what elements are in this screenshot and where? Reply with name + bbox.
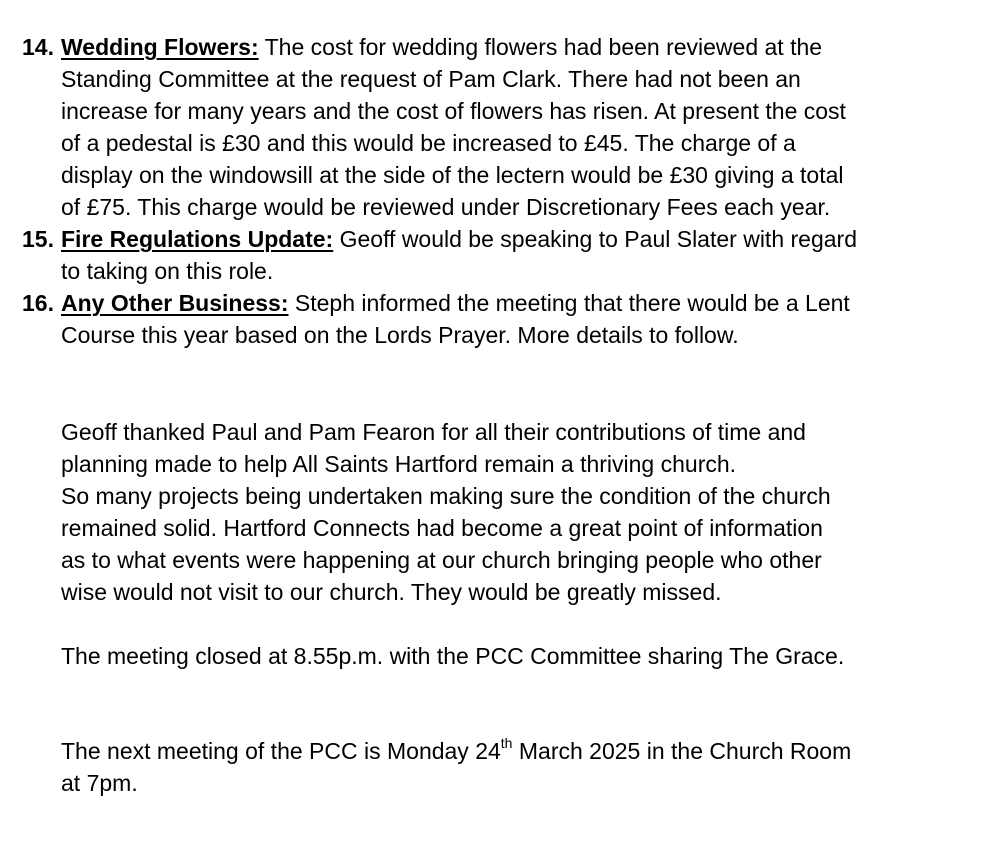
paragraph-line: as to what events were happening at our church bringing people who other [61, 547, 822, 573]
item-heading: Any Other Business: [61, 290, 289, 316]
next-meeting-text: The next meeting of the PCC is Monday 24 [61, 738, 501, 764]
item-line-text: Geoff would be speaking to Paul Slater with regard [339, 226, 857, 252]
paragraph-line: remained solid. Hartford Connects had become a great point of information [61, 515, 823, 541]
item-body [61, 287, 981, 351]
closing-paragraph [61, 640, 981, 672]
item-heading: Wedding Flowers: [61, 34, 259, 60]
item-number: 14. [22, 34, 54, 60]
item-line: of £75. This charge would be reviewed under Discretionary Fees each year. [61, 194, 831, 220]
item-number: 15. [22, 226, 54, 252]
item-line: Standing Committee at the request of Pam Clark. There had not been an [61, 66, 801, 92]
paragraph-line: planning made to help All Saints Hartford remain a thriving church. [61, 451, 737, 477]
item-line [61, 287, 981, 319]
paragraph-line: at 7pm. [61, 770, 138, 796]
paragraph-line [61, 735, 981, 767]
item-body [61, 223, 981, 287]
paragraph-line: Geoff thanked Paul and Pam Fearon for all their contributions of time and [61, 419, 806, 445]
item-heading: Fire Regulations Update: [61, 226, 334, 252]
paragraph-line: The meeting closed at 8.55p.m. with the PCC Committee sharing The Grace. [61, 643, 845, 669]
item-line [61, 31, 981, 63]
thanks-paragraph [61, 416, 981, 608]
item-line [61, 223, 981, 255]
item-body [61, 31, 981, 223]
item-line: to taking on this role. [61, 258, 274, 284]
item-line: display on the windowsill at the side of the lectern would be £30 giving a total [61, 162, 844, 188]
ordinal-suffix: th [500, 735, 513, 752]
item-line-text: Steph informed the meeting that there would be a Lent [294, 290, 850, 316]
item-line: Course this year based on the Lords Prayer. More details to follow. [61, 322, 739, 348]
paragraph-line: So many projects being undertaken making sure the condition of the church [61, 483, 831, 509]
item-line: increase for many years and the cost of flowers has risen. At present the cost [61, 98, 846, 124]
next-meeting-paragraph [61, 735, 981, 799]
item-line: of a pedestal is £30 and this would be increased to £45. The charge of a [61, 130, 796, 156]
next-meeting-text: March 2025 in the Church Room [512, 738, 852, 764]
item-line-text: The cost for wedding flowers had been reviewed at the [264, 34, 823, 60]
item-number: 16. [22, 290, 54, 316]
paragraph-line: wise would not visit to our church. They would be greatly missed. [61, 579, 722, 605]
